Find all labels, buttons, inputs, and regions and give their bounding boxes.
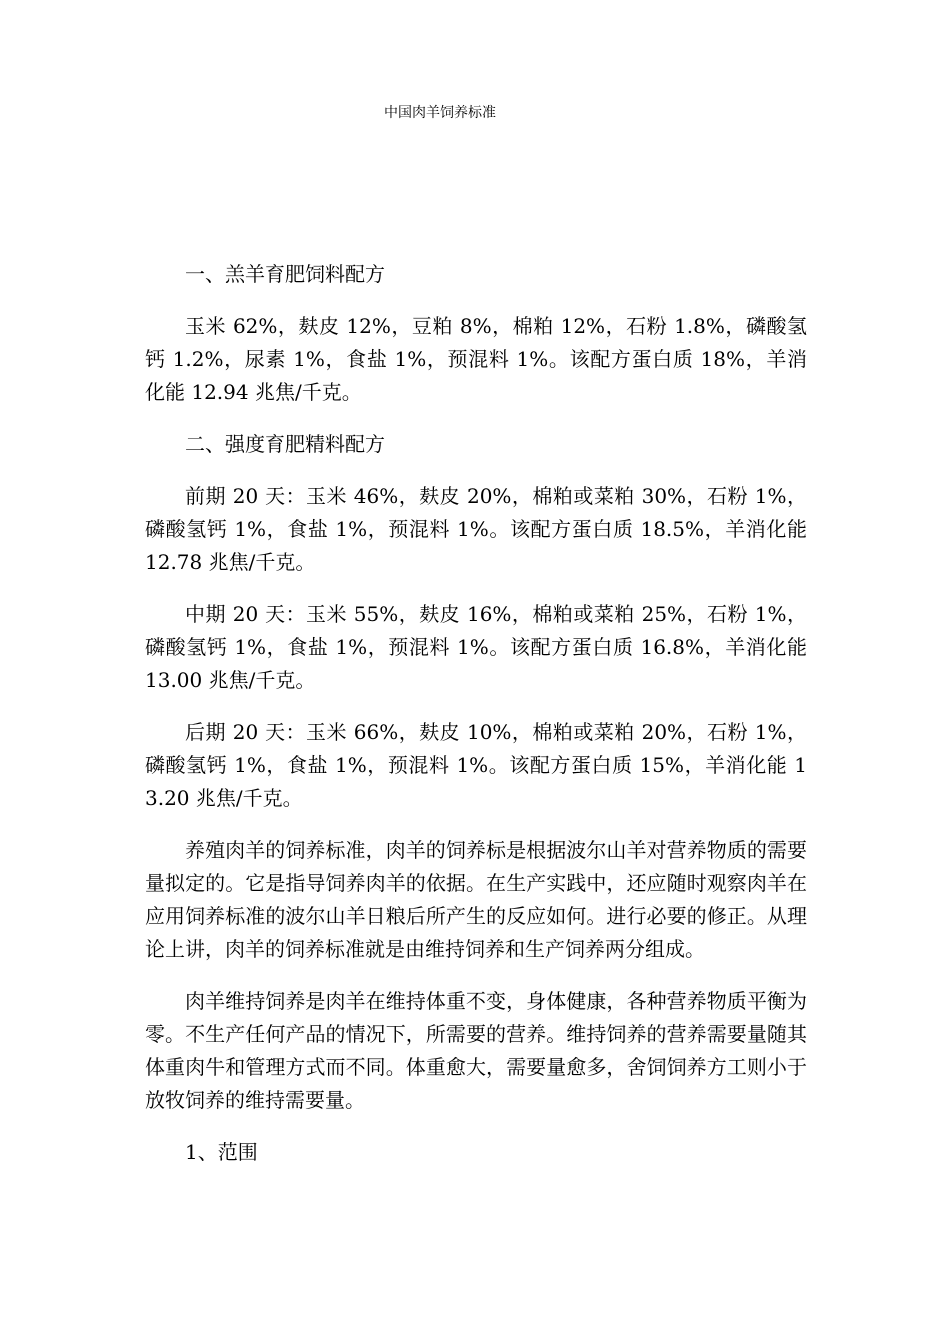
section-heading-scope: 1、范围 bbox=[185, 1140, 258, 1164]
paragraph-feeding-standard: 养殖肉羊的饲养标准，肉羊的饲养标是根据波尔山羊对营养物质的需要量拟定的。它是指导饲养肉羊的依据。在生产实践中，还应随时观察肉羊在应用饲养标准的波尔山羊日粮后所产生的反应如何。进行必要的修正。从理论上讲，肉羊的饲养标准就是由维持饲养和生产饲养两分组成。 bbox=[145, 838, 807, 961]
paragraph-middle-stage: 中期 20 天：玉米 55%，麸皮 16%，棉粕或菜粕 25%，石粉 1%，磷酸氢钙 1%，食盐 1%，预混料 1%。该配方蛋白质 16.8%，羊消化能 13.00 兆焦/千克。 bbox=[145, 602, 807, 692]
paragraph-maintenance-feeding: 肉羊维持饲养是肉羊在维持体重不变，身体健康，各种营养物质平衡为零。不生产任何产品的情况下，所需要的营养。维持饲养的营养需要量随其体重肉牛和管理方式而不同。体重愈大，需要量愈多，舍饲饲养方工则小于放牧饲养的维持需要量。 bbox=[145, 989, 807, 1112]
document-body bbox=[145, 258, 807, 1188]
paragraph-late-stage: 后期 20 天：玉米 66%，麸皮 10%，棉粕或菜粕 20%，石粉 1%，磷酸氢钙 1%，食盐 1%，预混料 1%。该配方蛋白质 15%，羊消化能 13.20 兆焦/千克。 bbox=[145, 720, 807, 810]
section-heading-lamb-fattening: 一、羔羊育肥饲料配方 bbox=[185, 262, 385, 286]
paragraph-early-stage: 前期 20 天：玉米 46%，麸皮 20%，棉粕或菜粕 30%，石粉 1%，磷酸氢钙 1%，食盐 1%，预混料 1%。该配方蛋白质 18.5%，羊消化能 12.78 兆焦/千克。 bbox=[145, 484, 807, 574]
paragraph-lamb-formula: 玉米 62%，麸皮 12%，豆粕 8%，棉粕 12%，石粉 1.8%，磷酸氢钙 1.2%，尿素 1%，食盐 1%，预混料 1%。该配方蛋白质 18%，羊消化能 12.94 兆焦/千克。 bbox=[145, 314, 807, 404]
section-heading-intensive-fattening: 二、强度育肥精料配方 bbox=[185, 432, 385, 456]
document-title: 中国肉羊饲养标准 bbox=[384, 105, 496, 121]
